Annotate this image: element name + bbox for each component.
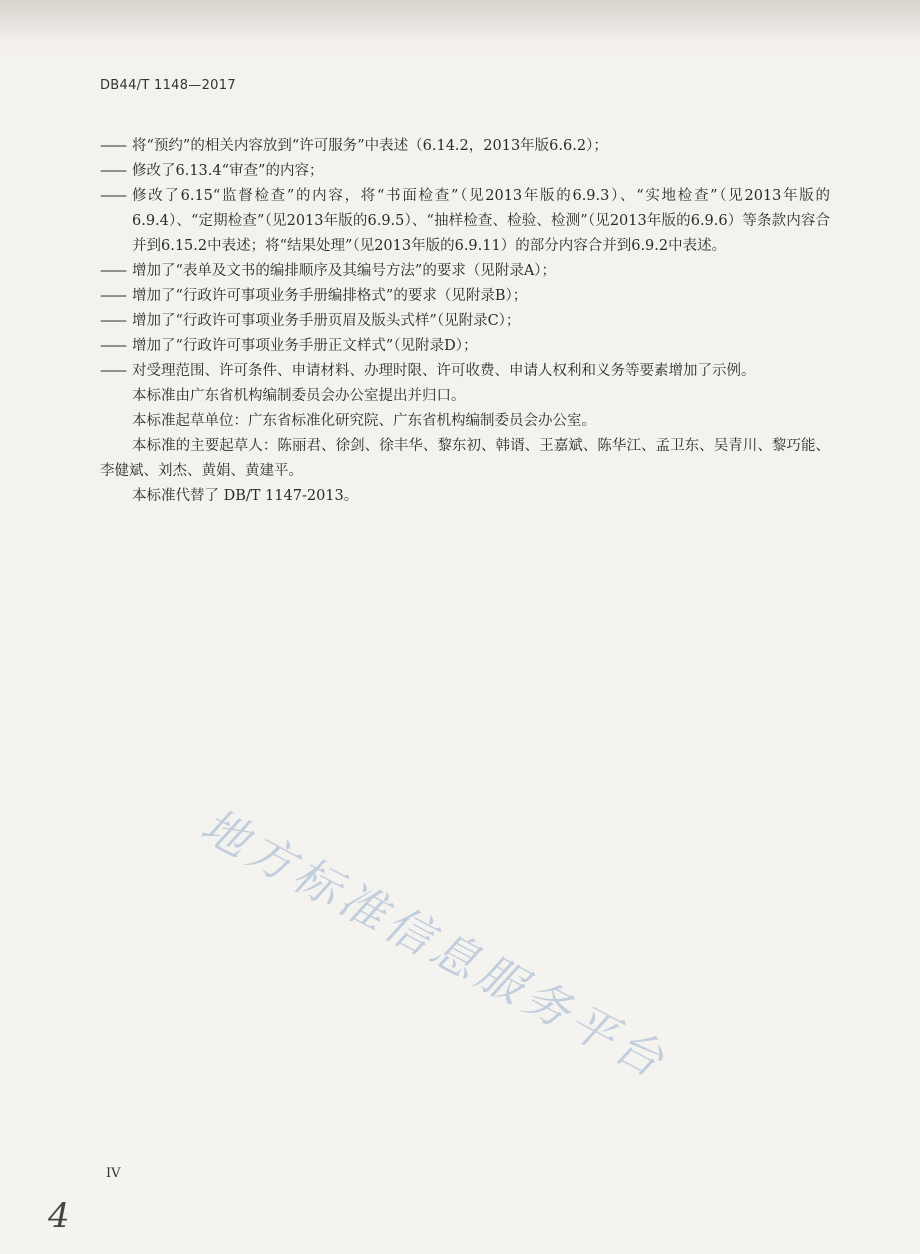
change-text: 修改了6.15“监督检查”的内容，将“书面检查”（见2013年版的6.9.3）、“实地检查”（见2013年版的6.9.4）、“定期检查”（见2013年版的6.9.5）、“抽样检查、检验、检测”（见2013年版的6.9.6）等条款内容合并到6.15.2中表述；将“结果处理”（见2013年版的6.9.11）的部分内容合并到6.9.2中表述。 [132,188,830,254]
change-text: 将“预约”的相关内容放到“许可服务”中表述（6.14.2，2013年版6.6.2）； [132,138,608,154]
change-text: 修改了6.13.4“审查”的内容； [132,163,324,179]
change-text: 增加了“行政许可事项业务手册编排格式”的要求（见附录B）； [132,288,528,304]
change-text: 对受理范围、许可条件、申请材料、办理时限、许可收费、申请人权利和义务等要素增加了示例。 [132,363,756,379]
standard-code: DB44/T 1148—2017 [100,78,236,93]
watermark: 地方标准信息服务平台 [192,797,677,1090]
change-item [100,184,830,259]
replaces-paragraph: 本标准代替了 DB/T 1147-2013。 [132,488,359,504]
list-dash: —— [100,163,125,179]
scan-shadow [0,0,920,40]
change-item [100,284,830,309]
foreword-content [100,134,830,509]
change-item [100,134,830,159]
change-text: 增加了“行政许可事项业务手册正文样式”（见附录D）； [132,338,478,354]
change-item [100,259,830,284]
proposer-paragraph: 本标准由广东省机构编制委员会办公室提出并归口。 [132,388,466,404]
drafting-units-paragraph: 本标准起草单位：广东省标准化研究院、广东省机构编制委员会办公室。 [132,413,596,429]
list-dash: —— [100,138,125,154]
list-dash: —— [100,363,125,379]
list-dash: —— [100,288,125,304]
change-item [100,159,830,184]
list-dash: —— [100,188,125,204]
list-dash: —— [100,313,125,329]
change-text: 增加了“表单及文书的编排顺序及其编号方法”的要求（见附录A）； [132,263,557,279]
change-text: 增加了“行政许可事项业务手册页眉及版头式样”（见附录C）； [132,313,521,329]
drafters-paragraph: 本标准的主要起草人：陈丽君、徐剑、徐丰华、黎东初、韩谞、王嘉斌、陈华江、孟卫东、吴青川、黎巧能、李健斌、刘杰、黄娟、黄建平。 [100,438,830,479]
change-item [100,359,830,384]
change-item [100,334,830,359]
page-number: IV [106,1166,121,1181]
list-dash: —— [100,263,125,279]
handwritten-mark: 4 [48,1196,70,1236]
list-dash: —— [100,338,125,354]
change-item [100,309,830,334]
